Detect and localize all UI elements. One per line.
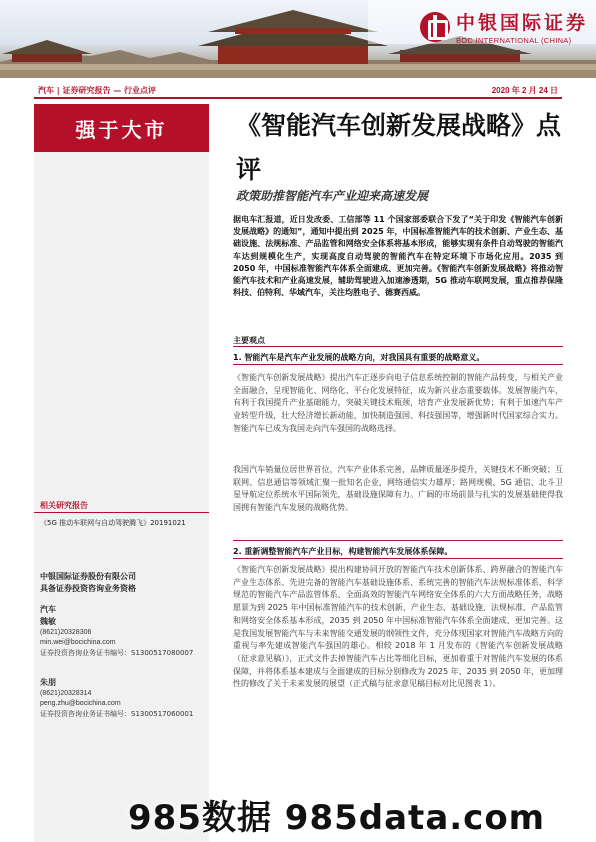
section-heading: 2. 重新调整智能汽车产业目标，构建智能汽车发展体系保障。 — [233, 547, 453, 556]
key-points-heading: 主要观点 — [233, 336, 265, 345]
report-subtitle: 政策助推智能汽车产业迎来高速发展 — [236, 189, 429, 203]
body-paragraph: 《智能汽车创新发展战略》提出汽车正逐步向电子信息系统控制的智能产品转变，与相关产业全面融合，呈现智能化、网络化、平台化发展特征，成为新兴业态重要载体。发展智能汽车，有利于我国提升产业基础能力，突破关键技术瓶颈，培育产业发展新优势；有利于加速汽车产业转型升级，壮大经济增长新动能，加快制造强国、科技强国等，增强新时代国家综合实力。智能汽车已成为我国走向汽车强国的战略选择。 — [233, 373, 563, 433]
related-reports-title: 相关研究报告 — [40, 501, 88, 510]
section-divider — [233, 558, 563, 559]
analyst-name: 魏敏 — [40, 617, 56, 626]
industry-label: 汽车 — [40, 605, 56, 614]
company-info — [40, 571, 136, 595]
body-paragraph: 我国汽车销量位居世界首位，汽车产业体系完善，品牌质量逐步提升，关键技术不断突破；互联网、信息通信等领域汇聚一批知名企业，网络通信实力雄厚；路网规模、5G 通信、北斗卫星导航定位系统水平国际领先，基础设施保障有力。广阔的市场前景与扎实的发展基础使得我国拥有智能汽车发展的战略优势。 — [233, 465, 563, 513]
sidebar — [34, 104, 209, 842]
section-divider — [233, 346, 563, 347]
analyst-phone: (8621)20328314 — [40, 690, 92, 697]
section-divider — [233, 364, 563, 365]
related-divider — [34, 512, 209, 513]
analyst-card — [40, 604, 193, 658]
rating-badge: 强于大市 — [34, 104, 209, 152]
analyst-license: 证券投资咨询业务证书编号：S1300517080007 — [40, 649, 194, 657]
analyst-phone: (8621)20328306 — [40, 629, 92, 636]
related-report-link[interactable]: 《5G 推动车联网与自动驾驶腾飞》20191021 — [40, 519, 186, 527]
boc-logo-icon — [420, 12, 450, 42]
analyst-card — [40, 677, 193, 719]
logo-en-text: BOC INTERNATIONAL (CHINA) — [455, 36, 572, 45]
section-divider — [233, 540, 563, 541]
section-heading: 1. 智能汽车是汽车产业发展的战略方向，对我国具有重要的战略意义。 — [233, 353, 485, 362]
logo-cn-text: 中银国际证券 — [455, 12, 588, 34]
report-title: 《智能汽车创新发展战略》点评 — [236, 111, 562, 184]
report-date: 2020 年 2 月 24 日 — [491, 86, 558, 95]
report-category: 汽车 | 证券研究报告 — 行业点评 — [38, 86, 157, 95]
analyst-name: 朱朋 — [40, 678, 56, 687]
company-name: 中银国际证券股份有限公司 — [40, 572, 136, 581]
body-paragraph: 《智能汽车创新发展战略》提出构建协同开放的智能汽车技术创新体系、跨界融合的智能汽车产业生态体系、先进完备的智能汽车基础设施体系、系统完善的智能汽车法规标准体系、科学规范的智能汽车产品监管体系、全面高效的智能汽车网络安全体系的六大方面战略任务，战略愿景为到 2025 年中国标准智能汽车的技术创新、产业生态、基础设施、法规标准、产品监管和网络安全体系基本形成，2035 到 2050 年中国标准智能汽车体系全面建成、更加完善。这是我国发展智能汽车与未来智能交通发展的纲领性文件，充分体现国家对智能汽车战略方向的重视与率先建成智能汽车强国的雄心。相较 2018 年 1 月发布的《智能汽车创新发展战略（征求意见稿）》，正式文件去掉智能汽车占比等细化目标，更加着重于对智能汽车发展的体系保障，并将体系基本建成与全面建成的目标分别修改为 2025 年、2035 到 2050 年，更加理性的修改了关于未来发展的展望（正式稿与征求意见稿目标对比见图表 1）。 — [233, 565, 563, 689]
analyst-email[interactable]: peng.zhu@bocichina.com — [40, 700, 121, 707]
analyst-license: 证券投资咨询业务证书编号：S1300517060001 — [40, 710, 194, 718]
header-banner — [0, 0, 596, 78]
header-divider — [34, 97, 562, 99]
company-qualification: 具备证券投资咨询业务资格 — [40, 584, 136, 593]
summary-paragraph: 据电车汇报道，近日发改委、工信部等 11 个国家部委联合下发了“关于印发《智能汽车创新发展战略》的通知”，通知中提出到 2025 年，中国标准智能汽车的技术创新、产业生态、基础设施、法规标准、产品监管和网络安全体系将基本形成，能够实现有条件自动驾驶的智能汽车达到规模化生产，实现高度自动驾驶的智能汽车在特定环境下市场化应用。2035 到 2050 年，中国标准智能汽车体系全面建成、更加完善。《智能汽车创新发展战略》将推动智能汽车技术和产业高速发展，辅助驾驶进入加速渗透期，5G 推动车联网发展，重点推荐保隆科技、伯特利、华域汽车，关注均胜电子、德赛西威。 — [233, 215, 563, 298]
analyst-email[interactable]: min.wei@bocichina.com — [40, 639, 116, 646]
company-logo — [420, 8, 588, 45]
watermark: 985数据 985data.com — [128, 798, 546, 838]
